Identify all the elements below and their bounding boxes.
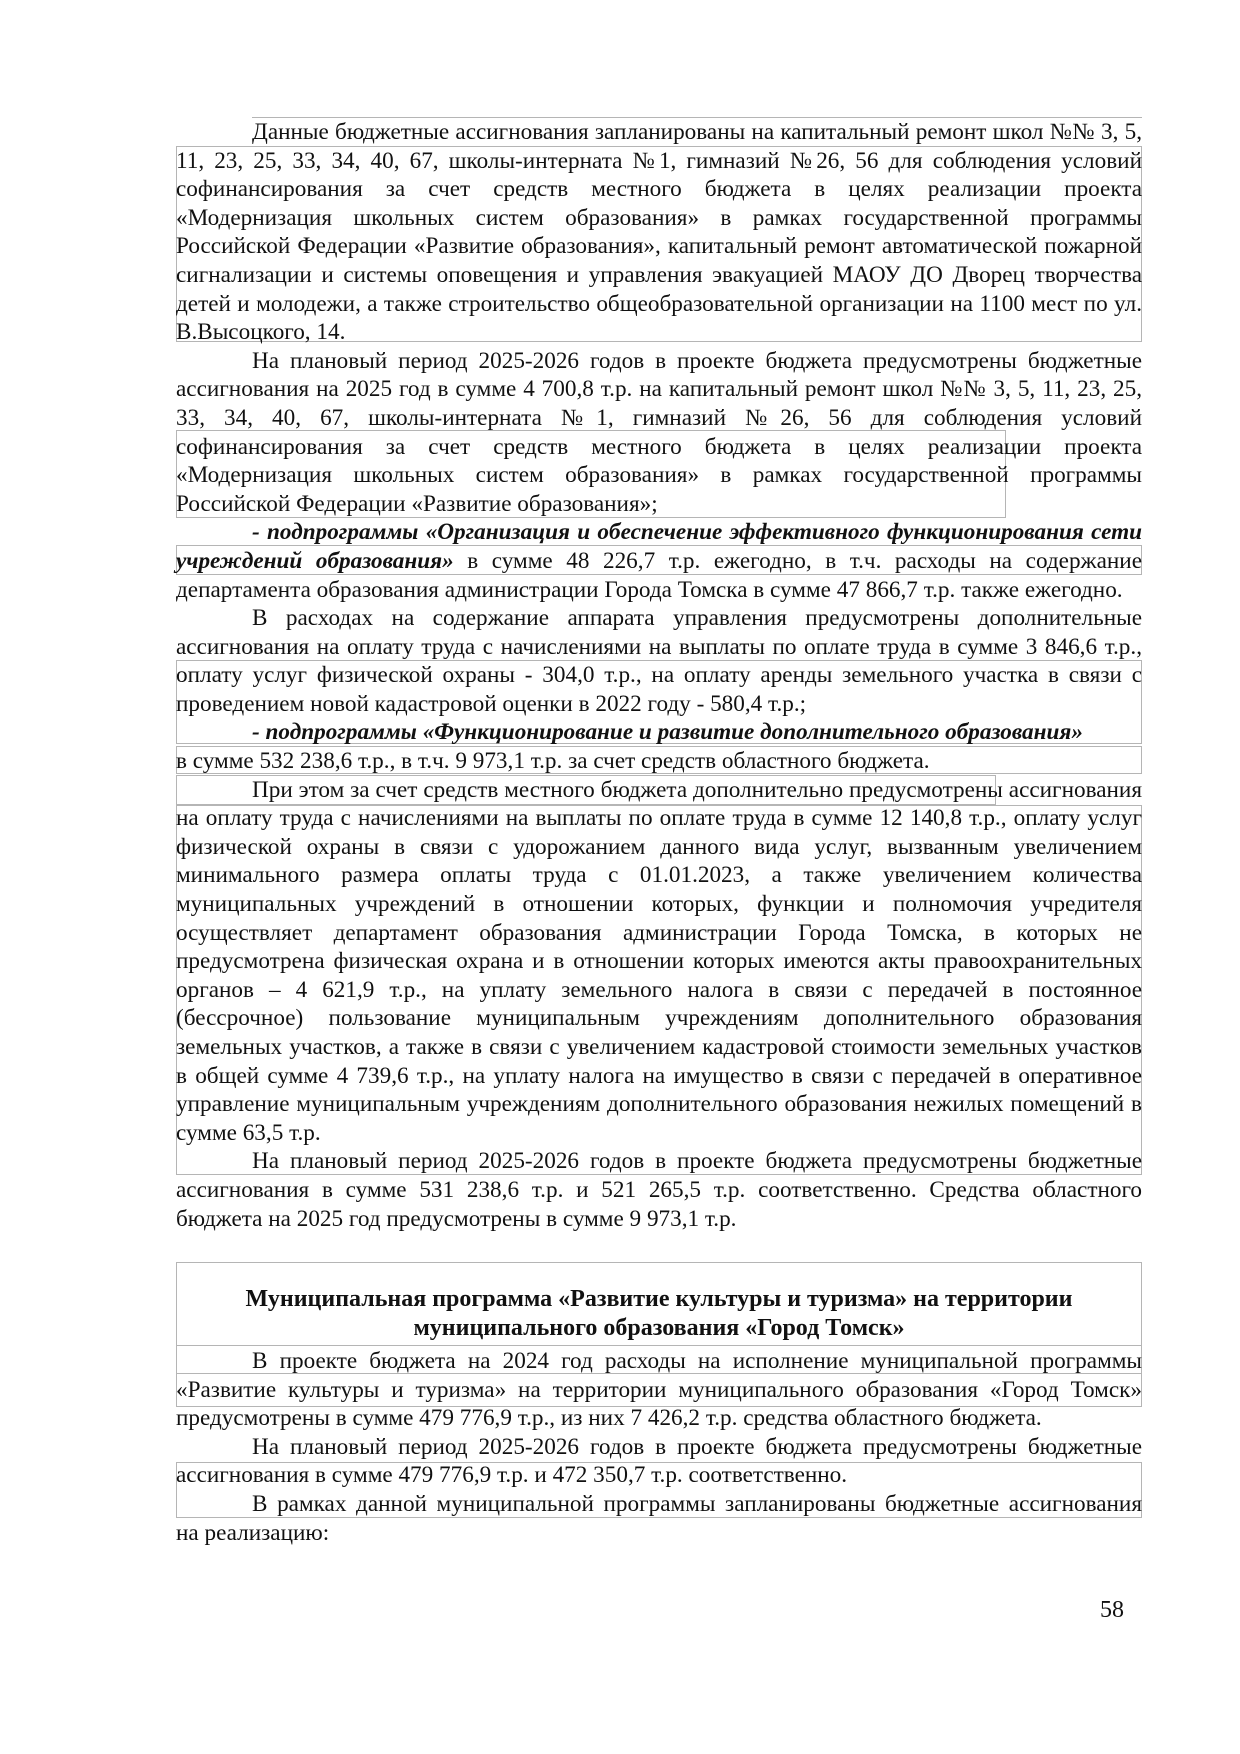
paragraph-local-budget: При этом за счет средств местного бюджета дополнительно предусмотрены ассигнования на оплату труда с начислениями на выплаты по оплате труда в сумме 12 140,8 т.р., оплату услуг физической охраны в связи с удорожанием данного вида услуг, вызванным увеличением минимального размера оплаты труда с 01.01.2023, а также увеличением количества муниципальных учреждений в отношении которых, функции и полномочия учредителя осуществляет департамент образования администрации Города Томска, в которых не предусмотрена физическая охрана и в отношении которых имеются акты правоохранительных органов – 4 621,9 т.р., на уплату земельного налога в связи с передачей в постоянное (бессрочное) пользование муниципальным учреждениям дополнительного образования земельных участков, а также в связи с увеличением кадастровой стоимости земельных участков в общей сумме 4 739,6 т.р., на уплату налога на имущество в связи с передачей в оперативное управление муниципальным учреждениям дополнительного образования нежилых помещений в сумме 63,5 т.р. — [176, 776, 1142, 1146]
paragraph-subprogram-dop-title — [176, 718, 1142, 747]
paragraph-plan-2025-2026: На плановый период 2025-2026 годов в проекте бюджета предусмотрены бюджетные ассигнования на 2025 год в сумме 4 700,8 т.р. на капитальный ремонт школ №№ 3, 5, 11, 23, 25, 33, 34, 40, 67, школы-интерната №1, гимназий №26, 56 для соблюдения условий софинансирования за счет средств местного бюджета в целях реализации проекта «Модернизация школьных систем образования» в рамках государственной программы Российской Федерации «Развитие образования»; — [176, 347, 1142, 517]
subprogram-org-title: - подпрограммы «Организация и обеспечение эффективного функционирования сети учреждений образования» — [176, 519, 1142, 574]
paragraph-culture-2024: В проекте бюджета на 2024 год расходы на исполнение муниципальной программы «Развитие культуры и туризма» на территории муниципального образования «Город Томск» предусмотрены в сумме 479 776,9 т.р., из них 7 426,2 т.р. средства областного бюджета. — [176, 1348, 1142, 1432]
program-heading — [176, 1285, 1142, 1342]
page-number: 58 — [1100, 1597, 1124, 1623]
paragraph-capital-repair: Данные бюджетные ассигнования запланированы на капитальный ремонт школ №№ 3, 5, 11, 23, 25, 33, 34, 40, 67, школы-интерната №1, гимназий №26, 56 для соблюдения условий софинансирования за счет средств местного бюджета в целях реализации проекта «Модернизация школьных систем образования» в рамках государственной программы Российской Федерации «Развитие образования», капитальный ремонт автоматической пожарной сигнализации и системы оповещения и управления эвакуацией МАОУ ДО Дворец творчества детей и молодежи, а также строительство общеобразовательной организации на 1100 мест по ул. В.Высоцкого, 14. — [176, 119, 1142, 346]
paragraph-culture-scope: В рамках данной муниципальной программы запланированы бюджетные ассигнования на реализацию: — [176, 1490, 1142, 1546]
program-heading-line2: муниципального образования «Город Томск» — [413, 1314, 905, 1341]
program-heading-line1: Муниципальная программа «Развитие культуры и туризма» на территории — [245, 1286, 1073, 1312]
paragraph-admin-expenses: В расходах на содержание аппарата управления предусмотрены дополнительные ассигнования на оплату труда с начислениями на выплаты по оплате труда в сумме 3 846,6 т.р., оплату услуг физической охраны - 304,0 т.р., на оплату аренды земельного участка в связи с проведением новой кадастровой оценки в 2022 году - 580,4 т.р.; — [176, 605, 1142, 717]
subprogram-org-text: в сумме 48 226,7 т.р. ежегодно, в т.ч. расходы на содержание департамента образования администрации Города Томска в сумме 47 866,7 т.р. также ежегодно. — [176, 547, 1142, 603]
text-block-culture — [176, 1347, 1142, 1547]
paragraph-subprogram-dop-sum: в сумме 532 238,6 т.р., в т.ч. 9 973,1 т.р. за счет средств областного бюджета. — [176, 748, 930, 775]
paragraph-culture-plan: На плановый период 2025-2026 годов в проекте бюджета предусмотрены бюджетные ассигнования в сумме 479 776,9 т.р. и 472 350,7 т.р. соответственно. — [176, 1433, 1142, 1489]
paragraph-dop-plan: На плановый период 2025-2026 годов в проекте бюджета предусмотрены бюджетные ассигнования в сумме 531 238,6 т.р. и 521 265,5 т.р. соответственно. Средства областного бюджета на 2025 год предусмотрены в сумме 9 973,1 т.р. — [176, 1148, 1142, 1232]
paragraph-subprogram-org — [176, 518, 1142, 604]
subprogram-dop-title: - подпрограммы «Функционирование и развитие дополнительного образования» — [252, 719, 1083, 746]
text-block-reno — [176, 118, 1142, 1233]
